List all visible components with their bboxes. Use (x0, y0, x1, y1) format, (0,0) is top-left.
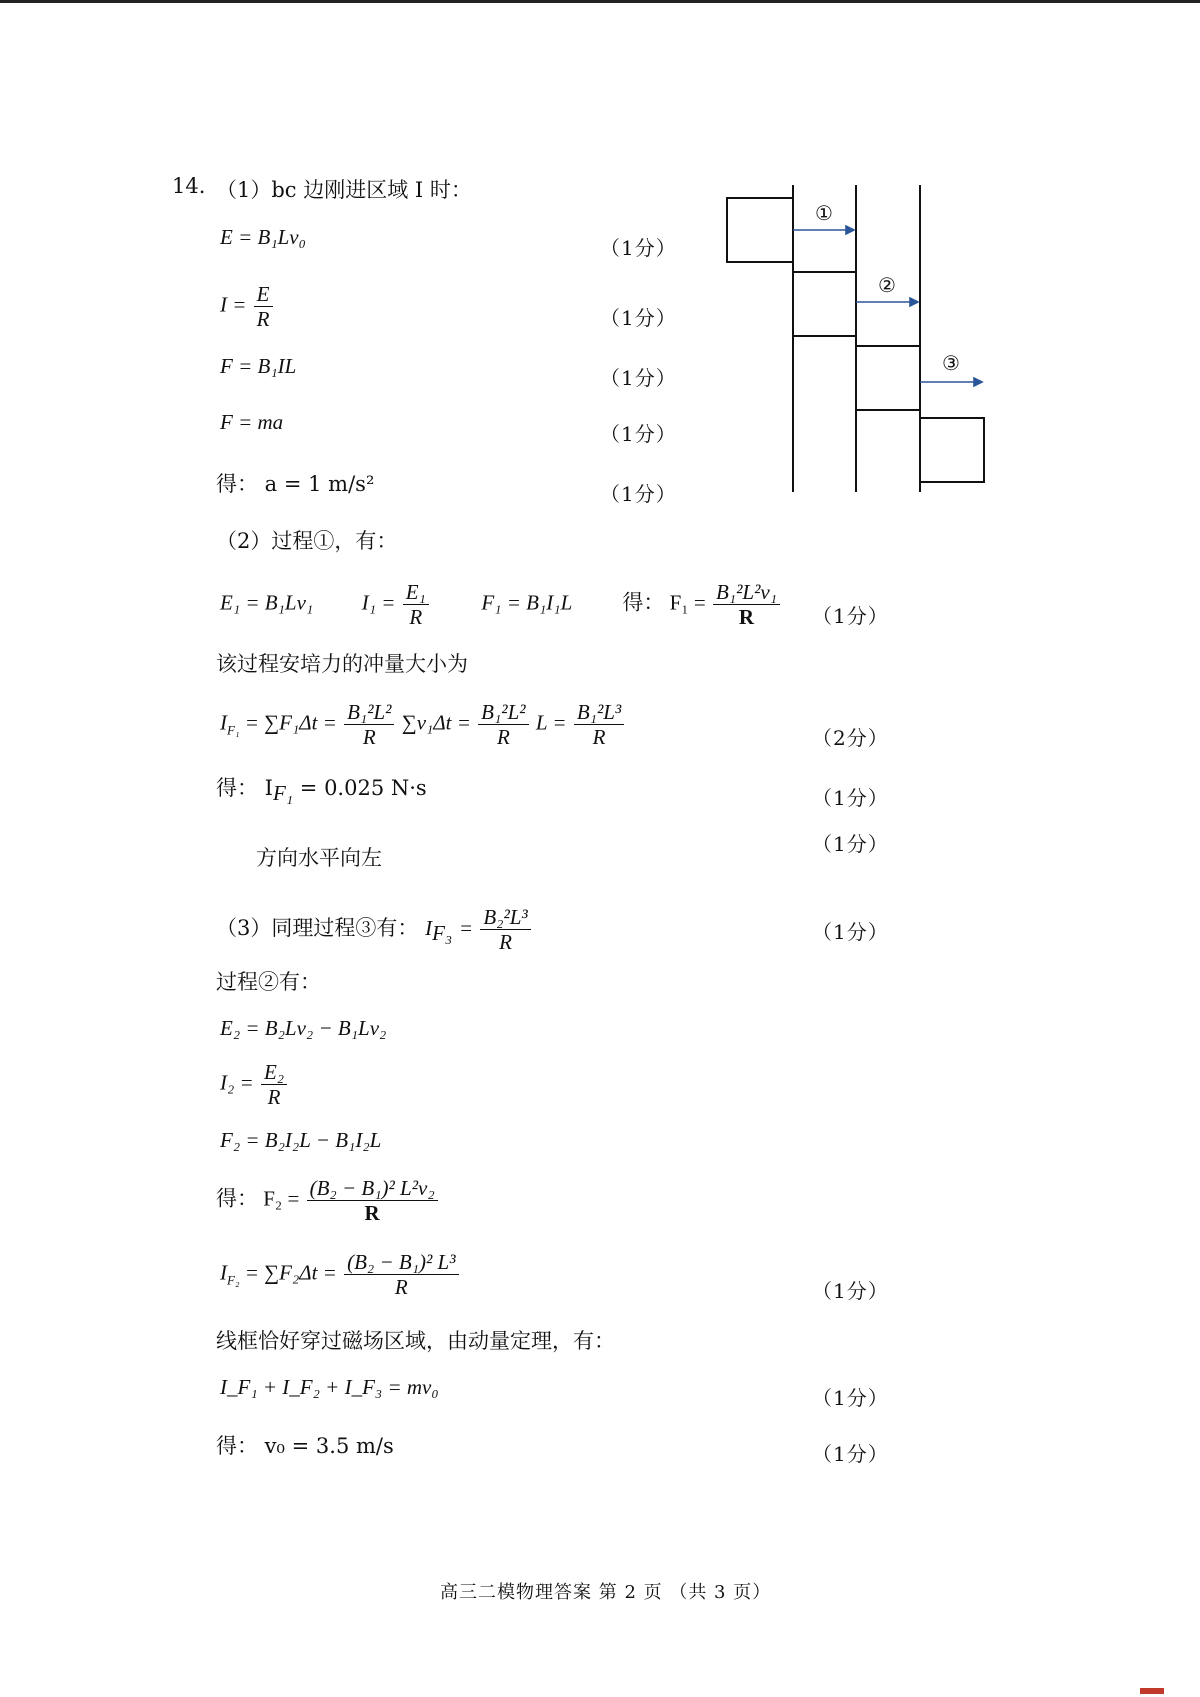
wire-frame-position-3 (856, 346, 920, 410)
score-part1-eq2: （1分） (600, 306, 677, 330)
part1-eq1: E = B₁Lv₀ (220, 225, 306, 249)
top-border-line (0, 0, 1200, 3)
part2-impulse-fraction2 (478, 700, 528, 749)
score-part3: （1分） (812, 920, 889, 944)
score-part2-line1: （1分） (812, 604, 889, 628)
page-footer: 高三二模物理答案 第 2 页 （共 3 页） (440, 1582, 772, 1603)
part1-eq3: F = B₁IL (220, 354, 297, 378)
process2-eq2-den: R (267, 1085, 281, 1109)
magnetic-field-regions-diagram (720, 180, 990, 500)
part2-f1-result-fraction (713, 580, 780, 629)
part3-line: （3）同理过程③有： $I_{F_3}$ = $\frac{\text{B₂²L³}}{R}$ (216, 905, 533, 954)
process2-eq2 (220, 1060, 289, 1109)
process2-eq2-num: E₂ (261, 1060, 287, 1085)
part2-impulse-l-term: L = (535, 710, 567, 735)
process2-eq1: E₂ = B₂Lv₂ − B₁Lv₂ (220, 1016, 387, 1040)
process2-eq4 (216, 1176, 440, 1225)
part2-e1-eq: E₁ = B₁Lv₁ (220, 590, 314, 615)
process-label-3: ③ (942, 351, 960, 375)
wire-frame-position-4 (920, 418, 984, 482)
part2-impulse-symbol: I (220, 710, 227, 735)
part2-i1-numerator: E₁ (403, 580, 429, 605)
part2-result-value: = 0.025 N·s (293, 776, 427, 800)
part1-eq4: F = ma (220, 410, 284, 434)
part3-heading: （3）同理过程③有： (216, 916, 419, 940)
part2-result-left: 得： I (216, 776, 273, 800)
part2-heading: （2）过程①，有： (216, 529, 398, 553)
score-part2-direction: （1分） (812, 832, 889, 856)
problem-number: 14. (172, 174, 206, 198)
process2-eq4-num: (B₂ − B₁)² L²v₂ (307, 1176, 438, 1201)
motion-arrow-3-head (974, 378, 982, 386)
part2-result-subscript: F₁ (272, 781, 294, 806)
process2-eq4-left: 得： F₂ = (216, 1186, 300, 1211)
part3-fraction (480, 905, 530, 954)
part2-f1-eq: F₁ = B₁I₁L (481, 590, 572, 615)
part2-impulse-fraction2-num: B₁²L² (478, 700, 528, 725)
part2-impulse-fraction1 (344, 700, 394, 749)
part3-impulse-subscript: F₃ (432, 921, 453, 946)
process2-eq2-left: I₂ = (220, 1070, 254, 1095)
part2-impulse-subscript: F₁ (227, 722, 240, 738)
process2-impulse-num: (B₂ − B₁)² L³ (344, 1250, 458, 1275)
part1-eq2-denominator: R (256, 307, 270, 331)
score-part1-result: （1分） (600, 482, 677, 506)
part3-fraction-den: R (499, 930, 512, 954)
part1-eq2-left: I = (220, 292, 247, 317)
process2-eq4-den: R (364, 1201, 380, 1225)
score-part1-eq4: （1分） (600, 422, 677, 446)
part2-f1-result-left: 得： F₁ = (622, 590, 706, 615)
wire-frame-position-1 (727, 198, 793, 262)
score-momentum: （1分） (812, 1386, 889, 1410)
part2-impulse-fraction3-den: R (592, 725, 606, 749)
part1-eq2-numerator: E (254, 282, 273, 307)
part2-i1-fraction (403, 580, 429, 629)
part2-impulse-eq (220, 700, 626, 749)
score-process2-impulse: （1分） (812, 1279, 889, 1303)
process2-impulse-sum: = ∑F₂Δt = (244, 1260, 337, 1285)
part1-eq2 (220, 282, 275, 331)
score-final: （1分） (812, 1442, 889, 1466)
part3-impulse-symbol: I (425, 916, 433, 940)
score-part2-result: （1分） (812, 786, 889, 810)
motion-arrow-1-head (846, 226, 854, 234)
score-part2-impulse: （2分） (812, 726, 889, 750)
momentum-text: 线框恰好穿过磁场区域，由动量定理，有： (216, 1329, 615, 1353)
part1-heading: （1）bc 边刚进区域 I 时： (216, 178, 472, 202)
score-part1-eq1: （1分） (600, 236, 677, 260)
final-result: 得： v₀ = 3.5 m/s (216, 1434, 394, 1458)
part2-result (216, 772, 427, 806)
process-label-1: ① (815, 201, 833, 225)
process2-impulse-fraction (344, 1250, 458, 1299)
motion-arrow-2-head (910, 298, 918, 306)
process2-eq4-fraction (307, 1176, 438, 1225)
part1-result: 得： a = 1 m/s² (216, 472, 375, 496)
part1-eq2-fraction (254, 282, 273, 331)
part2-impulse-text: 该过程安培力的冲量大小为 (216, 652, 468, 676)
process2-impulse-subscript: F₂ (227, 1272, 240, 1288)
part2-impulse-sum2: ∑v₁Δt = (401, 710, 471, 735)
process2-impulse-symbol: I (220, 1260, 227, 1285)
part2-impulse-fraction2-den: R (496, 725, 510, 749)
wire-frame-position-2 (793, 272, 856, 336)
part2-line1 (220, 580, 782, 629)
part2-impulse-sum1: = ∑F₁Δt = (244, 710, 337, 735)
process2-heading: 过程②有： (216, 970, 321, 994)
part2-impulse-fraction1-den: R (362, 725, 376, 749)
process2-eq5 (220, 1250, 461, 1299)
part2-i1-left: I₁ = (361, 590, 396, 615)
part2-f1-result-numerator: B₁²L²v₁ (713, 580, 780, 605)
process2-eq2-fraction (261, 1060, 287, 1109)
corner-red-mark (1140, 1688, 1164, 1694)
process2-impulse-den: R (394, 1275, 408, 1299)
part2-impulse-fraction1-num: B₁²L² (344, 700, 394, 725)
part2-f1-result-denominator: R (738, 605, 755, 629)
process-label-2: ② (878, 273, 896, 297)
part2-impulse-fraction3 (574, 700, 624, 749)
part2-i1-denominator: R (409, 605, 423, 629)
part2-direction: 方向水平向左 (256, 846, 382, 870)
part2-impulse-fraction3-num: B₁²L³ (574, 700, 624, 725)
momentum-eq: I_F₁ + I_F₂ + I_F₃ = mv₀ (220, 1375, 439, 1399)
process2-eq3: F₂ = B₂I₂L − B₁I₂L (220, 1128, 382, 1152)
part3-fraction-num: B₂²L³ (480, 905, 530, 930)
score-part1-eq3: （1分） (600, 366, 677, 390)
